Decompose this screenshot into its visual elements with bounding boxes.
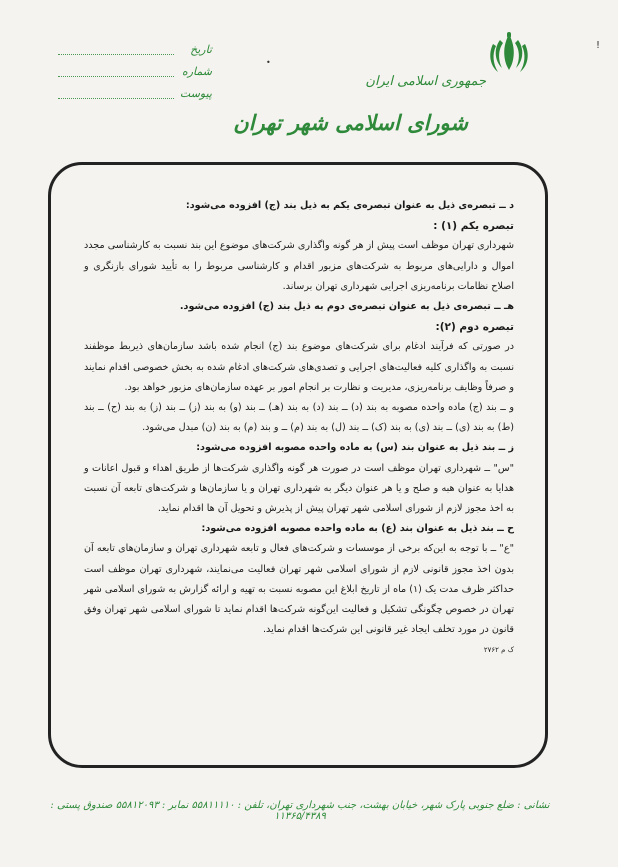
clause-z-heading: ز ــ بند ذیل به عنوان بند (س) به ماده واحده مصوبه افزوده می‌شود: (196, 442, 514, 454)
clause-v-text: و ــ بند (ج) ماده واحده مصوبه به بند (د) ــ بند (د) به بند (هـ) ــ بند (و) به بند (ز) ــ بند (ز) به بند (ح) ــ بند (ط) به بند (ی) ــ بند (ی) به بند (ک) ــ بند (ل) به بند (م) ــ و بند (م) به بند (ن) مبدل می‌شود. (84, 402, 514, 434)
note-one-text: شهرداری تهران موظف است پیش از هر گونه واگذاری شرکت‌های موضوع این بند نسبت به کارشناسی مجدد اموال و دارایی‌های مربوط به شرکت‌های مزبور اقدام و کارشناسی مربوط را به تأیید شورای بازنگری و اصلاح نظامات برنامه‌ریزی اجرایی شهرداری تهران برساند. (84, 240, 514, 292)
council-name: شورای اسلامی شهر تهران (233, 110, 468, 135)
meta-date-row (52, 38, 212, 60)
corner-mark: ! (596, 40, 601, 51)
meta-number-row (52, 60, 212, 82)
note-one-title: تبصره یکم (۱) : (433, 220, 514, 233)
iran-emblem-icon (486, 30, 532, 76)
org-name: جمهوری اسلامی ایران (365, 74, 486, 89)
note-two-text: در صورتی که فرآیند ادغام برای شرکت‌های موضوع بند (ج) انجام شده باشد سازمان‌های ذیربط موظفند نسبت به واگذاری کلیه فعالیت‌های اجرایی و تصدی‌های شرکت‌های ادغام شده به بخش خصوصی اقدام نمایند و صرفاً وظایف برنامه‌ریزی، مدیریت و نظارت بر انجام امور بر عهده سازمان‌های مزبور خواهد بود. (84, 341, 514, 393)
clause-d-heading: د ــ تبصره‌ی ذیل به عنوان تبصره‌ی یکم به ذیل بند (ج) افزوده می‌شود: (185, 200, 514, 211)
header-meta-fields (52, 38, 212, 104)
meta-attachment-line (58, 88, 174, 99)
note-two-title: تبصره دوم (۲): (435, 321, 514, 334)
meta-number-line (58, 66, 174, 77)
document-body (84, 196, 514, 661)
stray-dot: • (266, 58, 271, 67)
meta-attachment-row (52, 82, 212, 104)
clause-ha-heading: ح ــ بند ذیل به عنوان بند (ع) به ماده واحده مصوبه افزوده می‌شود: (201, 523, 514, 535)
meta-attachment-label: پیوست (179, 86, 212, 100)
clause-s-text: "س" ــ شهرداری تهران موظف است در صورت هر گونه واگذاری شرکت‌ها از طریق اهداء و قبول اعانات و هدایا به عنوان هبه و صلح و یا هر عنوان دیگر به شهرداری تهران و یا سازمان‌ها و شرکت‌های تابعه آن نسبت به اخذ مجوز لازم از شورای اسلامی شهر تهران پیش از پذیرش و تحویل آن ها اقدام نماید. (84, 462, 514, 515)
meta-date-label: تاریخ (190, 42, 212, 56)
reference-note: ک م ۲۷۶۲ (483, 646, 514, 655)
clause-ain-text: "ع" ــ با توجه به این‌که برخی از موسسات و شرکت‌های فعال و تابعه شهرداری تهران و سازمان‌های تابعه آن بدون اخذ مجوز قانونی لازم از شورای اسلامی شهر تهران فعالیت می‌نمایند، شهرداری تهران موظف است حداکثر ظرف مدت یک (۱) ماه از تاریخ ابلاغ این مصوبه نسبت به تهیه و ارائه گزارش به شورای اسلامی شهر تهران در خصوص چگونگی تشکیل و فعالیت این‌گونه شرکت‌ها اقدام نماید تا شورای اسلامی شهر تهران وفق قانون در مورد تخلف ایجاد غیر قانونی این شرکت‌ها اقدام نماید. (84, 543, 514, 636)
meta-number-label: شماره (181, 64, 212, 78)
clause-h-heading: هـ ــ تبصره‌ی ذیل به عنوان تبصره‌ی دوم به ذیل بند (ج) افزوده می‌شود. (179, 301, 514, 313)
footer-address: نشانی : ضلع جنوبی پارک شهر، خیابان بهشت، جنب شهرداری تهران، تلفن : ۵۵۸۱۱۱۱۰ نمابر : ۵۵۸۱۲۰۹۳ صندوق پستی : ۱۱۳۶۵/۴۳۸۹ (50, 800, 550, 822)
meta-date-line (58, 44, 174, 55)
